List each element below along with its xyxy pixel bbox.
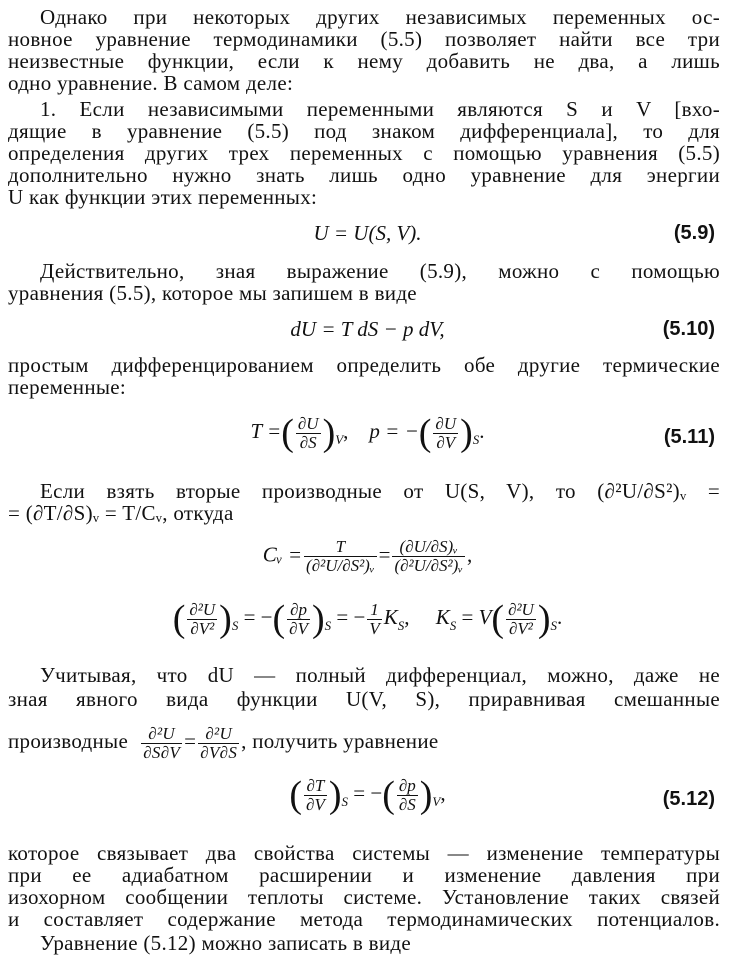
text-line-with-fractions: производные $\frac{\text{∂²U}}{\partial S\partial V}$ = $\frac{\text{∂²U}}{\partial V\partial S}$ , получить уравнение — [8, 723, 439, 762]
text-line: определения других трех переменных с помощью уравнения (5.5) — [8, 141, 720, 165]
text-line: простым дифференцированием определить обе другие термические — [8, 353, 720, 377]
fraction-denominator: ∂V∂S — [200, 742, 238, 762]
text-line: при ее адиабатном расширении и изменение давления при — [8, 863, 720, 887]
equation-body: U = U(S, V). — [313, 221, 422, 245]
text-line: новное уравнение термодинамики (5.5) позволяет найти все три — [8, 27, 720, 51]
equation-5-12: ( $\frac{\partial T}{\partial V}$ )$_S$ = −( $\frac{\partial p}{\partial S}$ )$_V$, (5.12) — [289, 774, 715, 816]
subscript: V — [335, 431, 344, 447]
fraction-numerator: ∂p — [287, 601, 310, 620]
text-line: зная явного вида функции U(V, S), приравнивая смешанные — [8, 687, 720, 711]
eq-lhs: Cᵥ = — [262, 542, 303, 567]
subscript: V — [432, 793, 441, 809]
equation-number: (5.10) — [662, 318, 715, 340]
fraction-denominator: ∂V — [289, 618, 308, 638]
text-line: неизвестные функции, если к нему добавить не два, а лишь — [8, 49, 720, 73]
fraction-denominator: ∂S — [398, 794, 416, 814]
text-line: изохорном сообщении теплоты системе. Установление таких связей — [8, 885, 720, 909]
fraction-numerator: T — [304, 538, 377, 557]
text-line: Однако при некоторых других независимых переменных ос- — [40, 5, 720, 29]
fraction-numerator: ∂²U — [198, 725, 239, 744]
fraction-denominator: ∂S — [299, 432, 317, 452]
text-line: Действительно, зная выражение (5.9), можно с помощью — [40, 259, 720, 283]
text-line: уравнения (5.5), которое мы запишем в виде — [8, 281, 417, 305]
equation-5-11: T =( $\frac{\partial U}{\partial S}$ )$_V$, p = −( $\frac{\partial U}{\partial V}$ )$_S$. (5.11) — [250, 412, 715, 454]
text-line: одно уравнение. В самом деле: — [8, 71, 294, 95]
fraction-denominator: ∂V — [306, 794, 325, 814]
fraction-numerator: (∂U/∂S)ᵥ — [392, 538, 465, 557]
text-line: Уравнение (5.12) можно записать в виде — [40, 931, 412, 955]
fraction-denominator: (∂²U/∂S²)ᵥ — [394, 556, 464, 575]
equation-body: dU = T dS − p dV, — [290, 317, 445, 341]
fraction-denominator: ∂V — [436, 432, 456, 452]
text-span: , получить уравнение — [241, 729, 439, 753]
ks-symbol: K — [383, 604, 398, 629]
fraction-numerator: ∂T — [304, 777, 327, 796]
text-line: 1. Если независимыми переменными являются S и V [вхо- — [40, 97, 720, 121]
equation-number: (5.11) — [663, 426, 715, 448]
subscript: S — [472, 431, 480, 447]
fraction-numerator: ∂²U — [141, 725, 182, 744]
eq-lhs: p = − — [369, 418, 419, 443]
ks-symbol: K — [435, 604, 450, 629]
text-span: производные — [8, 729, 129, 753]
text-line: Учитывая, что dU — полный дифференциал, можно, даже не — [40, 663, 720, 687]
fraction-denominator: ∂V² — [509, 618, 533, 638]
fraction-numerator: ∂²U — [508, 599, 534, 619]
text-line: переменные: — [8, 375, 127, 399]
equation-ks: ( $\frac{\text{∂²U}}{\text{∂V²}}$ )$_S$ = −( $\frac{\partial p}{\partial V}$ )$_S$ = − $\frac{1}{V}$ $K_S$, $K_S = V$( $\frac{\text{∂²U}}{\text{∂V²}}$ )$_S$. — [172, 598, 563, 640]
fraction-denominator: V — [369, 618, 380, 638]
fraction-numerator: 1 — [367, 601, 381, 620]
text-line: U как функции этих переменных: — [8, 185, 318, 209]
equation-number: (5.9) — [673, 222, 715, 244]
subscript: S — [341, 793, 348, 809]
fraction-numerator: ∂²U — [189, 599, 216, 619]
text-line: = (∂T/∂S)ᵥ = T/Cᵥ, откуда — [8, 501, 234, 525]
equation-cv: Cᵥ = $\frac{T}{\text{(∂²U/∂S²)ᵥ}}$ = $\frac{\text{(∂U/∂S)ᵥ}}{\text{(∂²U/∂S²)ᵥ}}$ , — [262, 537, 473, 575]
fraction-numerator: ∂U — [297, 413, 319, 433]
fraction-denominator: ∂S∂V — [143, 742, 181, 762]
fraction-denominator: (∂²U/∂S²)ᵥ — [306, 556, 375, 575]
text-line: дящие в уравнение (5.5) под знаком дифференциала], то для — [8, 119, 720, 143]
text-line: Если взять вторые производные от U(S, V), то (∂²U/∂S²)ᵥ = — [40, 479, 720, 503]
fraction-numerator: ∂p — [398, 775, 416, 795]
text-line: которое связывает два свойства системы — изменение температуры — [8, 841, 720, 865]
text-line: и составляет содержание метода термодинамических потенциалов. — [8, 907, 720, 931]
equation-5-10 — [0, 316, 735, 342]
fraction-numerator: ∂U — [435, 413, 457, 433]
text-line: дополнительно нужно знать лишь одно уравнение для энергии — [8, 163, 720, 187]
equation-number: (5.12) — [662, 788, 715, 810]
eq-lhs: T = — [250, 418, 282, 443]
fraction-denominator: ∂V² — [190, 618, 215, 638]
equation-5-9 — [0, 220, 735, 246]
